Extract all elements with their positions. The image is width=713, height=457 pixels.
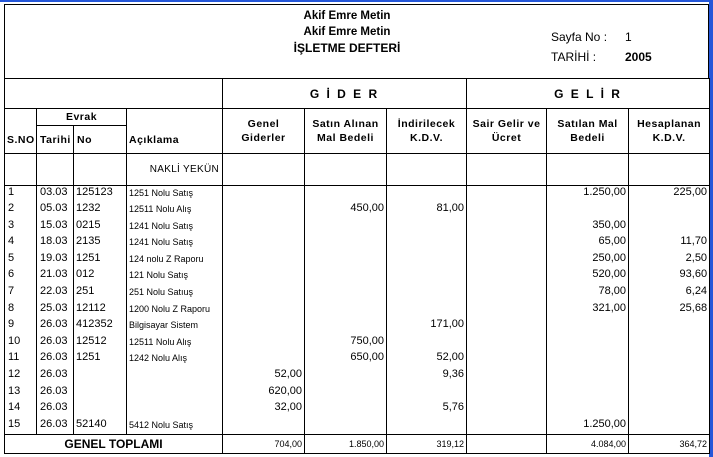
cell-no: 2135	[74, 235, 127, 252]
cell-genel-giderler	[223, 202, 305, 219]
table-row	[5, 385, 710, 402]
ledger-body	[5, 186, 710, 435]
cell-sair-gelir	[467, 202, 547, 219]
cell-hesaplanan-kdv	[629, 401, 710, 418]
col-header-line: K.D.V.	[652, 132, 686, 144]
cell-sno: 2	[5, 202, 37, 219]
cell-tarih: 25.03	[37, 302, 74, 319]
cell-satin-alinan: 750,00	[305, 335, 387, 352]
cell-sair-gelir	[467, 401, 547, 418]
cell-satilan-mal	[547, 335, 629, 352]
cell-indirilecek-kdv	[387, 268, 467, 285]
cell-sno: 14	[5, 401, 37, 418]
cell-hesaplanan-kdv: 6,24	[629, 285, 710, 302]
table-row	[5, 302, 710, 319]
cell-satin-alinan: 650,00	[305, 351, 387, 368]
cell-hesaplanan-kdv	[629, 202, 710, 219]
cell-no: 0215	[74, 219, 127, 236]
cell-indirilecek-kdv: 171,00	[387, 318, 467, 335]
col-header-satilan-mal	[547, 109, 629, 154]
total-satilan-mal: 4.084,00	[547, 434, 629, 453]
nakli-yekun-row	[5, 154, 710, 186]
window-frame-top	[0, 0, 713, 2]
col-header-line: Mal Bedeli	[317, 132, 374, 144]
cell-sno: 12	[5, 368, 37, 385]
cell-satilan-mal: 1.250,00	[547, 186, 629, 203]
cell-satin-alinan	[305, 186, 387, 203]
col-header-line: Genel	[247, 118, 280, 130]
owner-name-line-1: Akif Emre Metin	[303, 10, 391, 22]
cell-aciklama: 1242 Nolu Alış	[127, 351, 223, 368]
table-row	[5, 418, 710, 435]
empty-cell	[547, 154, 629, 186]
cell-indirilecek-kdv	[387, 235, 467, 252]
cell-sair-gelir	[467, 235, 547, 252]
cell-no	[74, 368, 127, 385]
cell-indirilecek-kdv: 9,36	[387, 368, 467, 385]
cell-tarih: 26.03	[37, 318, 74, 335]
cell-indirilecek-kdv: 81,00	[387, 202, 467, 219]
cell-hesaplanan-kdv	[629, 335, 710, 352]
cell-indirilecek-kdv	[387, 186, 467, 203]
table-row	[5, 235, 710, 252]
cell-sair-gelir	[467, 335, 547, 352]
cell-no: 52140	[74, 418, 127, 435]
cell-tarih: 26.03	[37, 335, 74, 352]
cell-hesaplanan-kdv: 2,50	[629, 252, 710, 269]
cell-no: 251	[74, 285, 127, 302]
cell-satilan-mal: 321,00	[547, 302, 629, 319]
cell-satin-alinan	[305, 252, 387, 269]
empty-cell	[467, 154, 547, 186]
cell-sair-gelir	[467, 268, 547, 285]
cell-indirilecek-kdv	[387, 335, 467, 352]
cell-tarih: 22.03	[37, 285, 74, 302]
ledger-header	[5, 79, 710, 186]
cell-sair-gelir	[467, 285, 547, 302]
cell-hesaplanan-kdv	[629, 385, 710, 402]
cell-satilan-mal	[547, 351, 629, 368]
cell-sno: 10	[5, 335, 37, 352]
cell-aciklama: 251 Nolu Satıuş	[127, 285, 223, 302]
empty-cell	[629, 154, 710, 186]
cell-aciklama: 1200 Nolu Z Raporu	[127, 302, 223, 319]
cell-satilan-mal: 1.250,00	[547, 418, 629, 435]
empty-cell	[37, 154, 74, 186]
cell-no: 12512	[74, 335, 127, 352]
cell-aciklama: Bilgisayar Sistem	[127, 318, 223, 335]
cell-hesaplanan-kdv	[629, 368, 710, 385]
cell-sair-gelir	[467, 368, 547, 385]
col-header-line: Giderler	[241, 132, 286, 144]
gider-section-header: G İ D E R	[223, 79, 467, 109]
cell-tarih: 26.03	[37, 401, 74, 418]
cell-hesaplanan-kdv: 93,60	[629, 268, 710, 285]
total-hesaplanan-kdv: 364,72	[629, 434, 710, 453]
table-row	[5, 335, 710, 352]
empty-cell	[387, 154, 467, 186]
column-header-row	[5, 109, 710, 126]
cell-indirilecek-kdv	[387, 219, 467, 236]
cell-aciklama: 121 Nolu Satış	[127, 268, 223, 285]
cell-genel-giderler	[223, 302, 305, 319]
cell-no: 1251	[74, 252, 127, 269]
cell-satin-alinan	[305, 418, 387, 435]
cell-hesaplanan-kdv	[629, 219, 710, 236]
cell-genel-giderler: 32,00	[223, 401, 305, 418]
table-row	[5, 202, 710, 219]
cell-sno: 7	[5, 285, 37, 302]
total-genel-giderler: 704,00	[223, 434, 305, 453]
cell-satilan-mal	[547, 318, 629, 335]
owner-name-line-2: Akif Emre Metin	[303, 26, 391, 38]
table-row	[5, 318, 710, 335]
cell-satin-alinan	[305, 401, 387, 418]
cell-satilan-mal: 520,00	[547, 268, 629, 285]
cell-genel-giderler	[223, 186, 305, 203]
cell-indirilecek-kdv	[387, 285, 467, 302]
section-header-row	[5, 79, 710, 109]
cell-no	[74, 401, 127, 418]
col-header-line: K.D.V.	[410, 132, 443, 144]
cell-sair-gelir	[467, 219, 547, 236]
cell-no: 412352	[74, 318, 127, 335]
report-date-value: 2005	[625, 50, 652, 64]
cell-hesaplanan-kdv	[629, 351, 710, 368]
cell-tarih: 19.03	[37, 252, 74, 269]
table-row	[5, 186, 710, 203]
cell-genel-giderler: 620,00	[223, 385, 305, 402]
col-header-evrak: Evrak	[37, 109, 127, 126]
empty-cell	[5, 154, 37, 186]
cell-genel-giderler: 52,00	[223, 368, 305, 385]
empty-cell	[5, 79, 223, 109]
cell-sair-gelir	[467, 418, 547, 435]
cell-sair-gelir	[467, 385, 547, 402]
cell-tarih: 18.03	[37, 235, 74, 252]
cell-genel-giderler	[223, 418, 305, 435]
cell-hesaplanan-kdv	[629, 418, 710, 435]
cell-satin-alinan: 450,00	[305, 202, 387, 219]
cell-genel-giderler	[223, 252, 305, 269]
report-title: İŞLETME DEFTERİ	[293, 41, 401, 55]
cell-genel-giderler	[223, 318, 305, 335]
cell-sno: 6	[5, 268, 37, 285]
col-header-hesaplanan-kdv	[629, 109, 710, 154]
ledger-footer	[5, 434, 710, 453]
cell-tarih: 15.03	[37, 219, 74, 236]
cell-hesaplanan-kdv: 25,68	[629, 302, 710, 319]
cell-aciklama: 1241 Nolu Satış	[127, 219, 223, 236]
col-header-line: Bedeli	[570, 132, 605, 144]
col-header-line: Ücret	[491, 132, 522, 144]
cell-aciklama	[127, 368, 223, 385]
col-header-aciklama: Açıklama	[127, 109, 223, 154]
cell-tarih: 26.03	[37, 368, 74, 385]
cell-satin-alinan	[305, 385, 387, 402]
table-row	[5, 351, 710, 368]
total-sair-gelir	[467, 434, 547, 453]
cell-sno: 1	[5, 186, 37, 203]
totals-label: GENEL TOPLAMI	[5, 434, 223, 453]
col-header-no: No	[74, 126, 127, 154]
cell-no: 1251	[74, 351, 127, 368]
cell-sno: 8	[5, 302, 37, 319]
cell-satin-alinan	[305, 318, 387, 335]
cell-satilan-mal: 350,00	[547, 219, 629, 236]
table-row	[5, 252, 710, 269]
col-header-line: Satın Alınan	[312, 118, 379, 130]
cell-tarih: 26.03	[37, 418, 74, 435]
empty-cell	[305, 154, 387, 186]
cell-satin-alinan	[305, 285, 387, 302]
ledger-table	[4, 78, 710, 454]
cell-satin-alinan	[305, 302, 387, 319]
col-header-indirilecek-kdv	[387, 109, 467, 154]
nakli-yekun-label: NAKLİ YEKÜN	[127, 154, 223, 186]
cell-no: 1232	[74, 202, 127, 219]
cell-hesaplanan-kdv: 225,00	[629, 186, 710, 203]
cell-sair-gelir	[467, 318, 547, 335]
cell-aciklama: 5412 Nolu Satış	[127, 418, 223, 435]
cell-satin-alinan	[305, 235, 387, 252]
col-header-tarihi: Tarihi	[37, 126, 74, 154]
cell-sair-gelir	[467, 302, 547, 319]
cell-indirilecek-kdv: 52,00	[387, 351, 467, 368]
cell-satilan-mal	[547, 385, 629, 402]
cell-aciklama: 1251 Nolu Satış	[127, 186, 223, 203]
cell-indirilecek-kdv	[387, 418, 467, 435]
cell-genel-giderler	[223, 235, 305, 252]
cell-genel-giderler	[223, 219, 305, 236]
cell-no	[74, 385, 127, 402]
cell-aciklama: 124 nolu Z Raporu	[127, 252, 223, 269]
cell-sno: 9	[5, 318, 37, 335]
cell-satilan-mal: 65,00	[547, 235, 629, 252]
report-date-label: TARİHİ :	[551, 50, 597, 64]
cell-satin-alinan	[305, 368, 387, 385]
table-row	[5, 285, 710, 302]
total-indirilecek-kdv: 319,12	[387, 434, 467, 453]
table-row	[5, 268, 710, 285]
cell-tarih: 26.03	[37, 385, 74, 402]
cell-satilan-mal	[547, 401, 629, 418]
cell-indirilecek-kdv: 5,76	[387, 401, 467, 418]
cell-satilan-mal: 78,00	[547, 285, 629, 302]
col-header-line: Hesaplanan	[637, 118, 702, 130]
totals-row	[5, 434, 710, 453]
cell-genel-giderler	[223, 285, 305, 302]
cell-genel-giderler	[223, 268, 305, 285]
cell-satin-alinan	[305, 219, 387, 236]
page-number-label: Sayfa No :	[551, 30, 608, 44]
cell-no: 125123	[74, 186, 127, 203]
cell-aciklama: 12511 Nolu Alış	[127, 335, 223, 352]
empty-cell	[223, 154, 305, 186]
col-header-satin-alinan	[305, 109, 387, 154]
table-row	[5, 401, 710, 418]
cell-sair-gelir	[467, 252, 547, 269]
cell-sno: 13	[5, 385, 37, 402]
page-number-value: 1	[625, 30, 632, 44]
cell-sno: 5	[5, 252, 37, 269]
cell-tarih: 26.03	[37, 351, 74, 368]
cell-indirilecek-kdv	[387, 252, 467, 269]
empty-cell	[74, 154, 127, 186]
gelir-section-header: G E L İ R	[467, 79, 710, 109]
cell-satilan-mal	[547, 202, 629, 219]
cell-aciklama	[127, 401, 223, 418]
col-header-line: Satılan Mal	[557, 118, 618, 130]
cell-tarih: 03.03	[37, 186, 74, 203]
cell-satilan-mal: 250,00	[547, 252, 629, 269]
col-header-sno: S.NO	[5, 109, 37, 154]
cell-sno: 15	[5, 418, 37, 435]
cell-no: 012	[74, 268, 127, 285]
cell-hesaplanan-kdv	[629, 318, 710, 335]
col-header-line: İndirilecek	[397, 118, 456, 130]
col-header-genel-giderler	[223, 109, 305, 154]
cell-satilan-mal	[547, 368, 629, 385]
cell-hesaplanan-kdv: 11,70	[629, 235, 710, 252]
cell-no: 12112	[74, 302, 127, 319]
cell-aciklama: 1241 Nolu Satış	[127, 235, 223, 252]
table-row	[5, 219, 710, 236]
cell-sno: 4	[5, 235, 37, 252]
cell-aciklama	[127, 385, 223, 402]
col-header-line: Sair Gelir ve	[472, 118, 541, 130]
cell-indirilecek-kdv	[387, 302, 467, 319]
cell-sno: 11	[5, 351, 37, 368]
cell-indirilecek-kdv	[387, 385, 467, 402]
cell-tarih: 05.03	[37, 202, 74, 219]
cell-aciklama: 12511 Nolu Alış	[127, 202, 223, 219]
table-row	[5, 368, 710, 385]
cell-satin-alinan	[305, 268, 387, 285]
total-satin-alinan: 1.850,00	[305, 434, 387, 453]
cell-genel-giderler	[223, 335, 305, 352]
cell-sno: 3	[5, 219, 37, 236]
col-header-sair-gelir	[467, 109, 547, 154]
cell-tarih: 21.03	[37, 268, 74, 285]
cell-sair-gelir	[467, 186, 547, 203]
cell-genel-giderler	[223, 351, 305, 368]
cell-sair-gelir	[467, 351, 547, 368]
